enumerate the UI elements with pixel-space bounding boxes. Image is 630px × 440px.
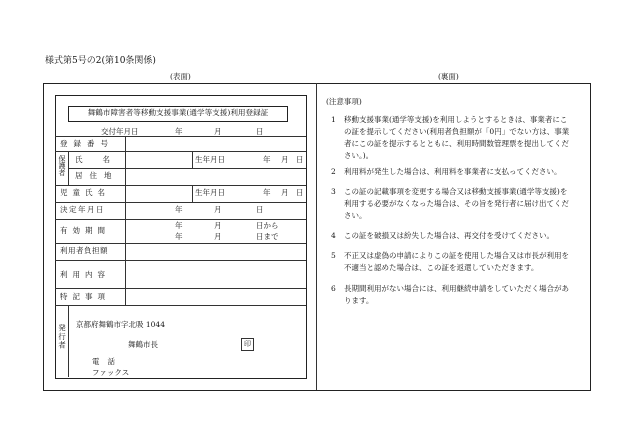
guardian-birth-day: 日 <box>296 155 304 164</box>
child-name-label: 児童氏名 <box>60 188 110 197</box>
note-item <box>331 114 571 162</box>
guardian-birthdate-label: 生年月日 <box>195 155 225 164</box>
issuer-label: 発行者 <box>57 324 67 350</box>
note-item <box>331 230 571 242</box>
special-notes-label: 特記事項 <box>60 292 110 301</box>
child-birth-day: 日 <box>296 188 304 197</box>
issuer-mayor: 舞鶴市長 <box>128 340 158 349</box>
issue-day-unit: 日 <box>256 127 264 136</box>
decision-month-unit: 月 <box>214 205 222 214</box>
guardian-birth-month: 月 <box>281 155 289 164</box>
note-text: この証を破損又は紛失した場合は、再交付を受けてください。 <box>344 231 554 240</box>
copay-amount-label: 利用者負担額 <box>60 246 108 255</box>
validity-until-year: 年 <box>175 232 183 241</box>
note-number: 3 <box>331 187 336 196</box>
notes-heading: (注意事項) <box>326 97 362 106</box>
decision-date-label: 決定年月日 <box>60 205 105 214</box>
address-label: 居住地 <box>75 171 119 180</box>
issue-month-unit: 月 <box>214 127 222 136</box>
front-back-divider <box>316 83 317 390</box>
child-birth-year: 年 <box>263 188 271 197</box>
note-item <box>331 250 571 274</box>
issue-date-label: 交付年月日 <box>101 127 139 136</box>
guardian-name-label: 氏名 <box>75 155 130 164</box>
issue-year-unit: 年 <box>175 127 183 136</box>
guardian-birth-year: 年 <box>263 155 271 164</box>
issuer-address: 京都府舞鶴市字北吸 1044 <box>76 320 165 329</box>
usage-content-label: 利用内容 <box>60 270 110 279</box>
note-item <box>331 166 571 178</box>
note-text: 長期間利用がない場合には、利用継続申請をしていただく場合があります。 <box>344 284 569 305</box>
official-seal-mark: 印 <box>241 338 254 351</box>
child-birth-month: 月 <box>281 188 289 197</box>
note-text: 利用料が発生した場合は、利用料を事業者に支払ってください。 <box>344 167 562 176</box>
decision-day-unit: 日 <box>256 205 264 214</box>
guardian-label: 保護者 <box>58 155 66 176</box>
validity-until-suffix: 日まで <box>256 232 279 241</box>
issuer-fax-label: ファックス <box>92 368 130 377</box>
issuer-phone-label: 電話 <box>92 357 123 366</box>
note-number: 4 <box>331 231 336 240</box>
form-number: 様式第5号の2(第10条関係) <box>45 56 156 66</box>
card-title: 舞鶴市障害者等移動支援事業(通学等支援)利用登録証 <box>87 108 269 117</box>
note-item <box>331 283 571 307</box>
note-item <box>331 186 571 222</box>
validity-from-suffix: 日から <box>256 221 279 230</box>
back-label: (裏面) <box>438 72 459 81</box>
note-text: 移動支援事業(通学等支援)を利用しようとするときは、事業者にこの証を提示してください(利用者負担額が「0円」でない方は、事業者にこの証を提示するとともに、利用時間数管理票を提出してください。)。 <box>344 115 570 160</box>
child-birthdate-label: 生年月日 <box>195 188 225 197</box>
decision-year-unit: 年 <box>175 205 183 214</box>
validity-from-year: 年 <box>175 221 183 230</box>
validity-period-label: 有効期間 <box>60 226 110 235</box>
note-number: 2 <box>331 167 336 176</box>
note-number: 5 <box>331 251 336 260</box>
registration-number-label: 登録番号 <box>60 139 114 148</box>
note-number: 1 <box>331 115 336 124</box>
validity-until-month: 月 <box>214 232 222 241</box>
note-text: 不正又は虚偽の申請によりこの証を使用した場合又は市長が利用を不適当と認めた場合は、この証を返還していただきます。 <box>344 251 569 272</box>
note-text: この証の記載事項を変更する場合又は移動支援事業(通学等支援)を利用する必要がなくなった場合は、その旨を発行者に届け出てください。 <box>344 187 569 220</box>
front-label: (表面) <box>170 72 191 81</box>
validity-from-month: 月 <box>214 221 222 230</box>
note-number: 6 <box>331 284 336 293</box>
